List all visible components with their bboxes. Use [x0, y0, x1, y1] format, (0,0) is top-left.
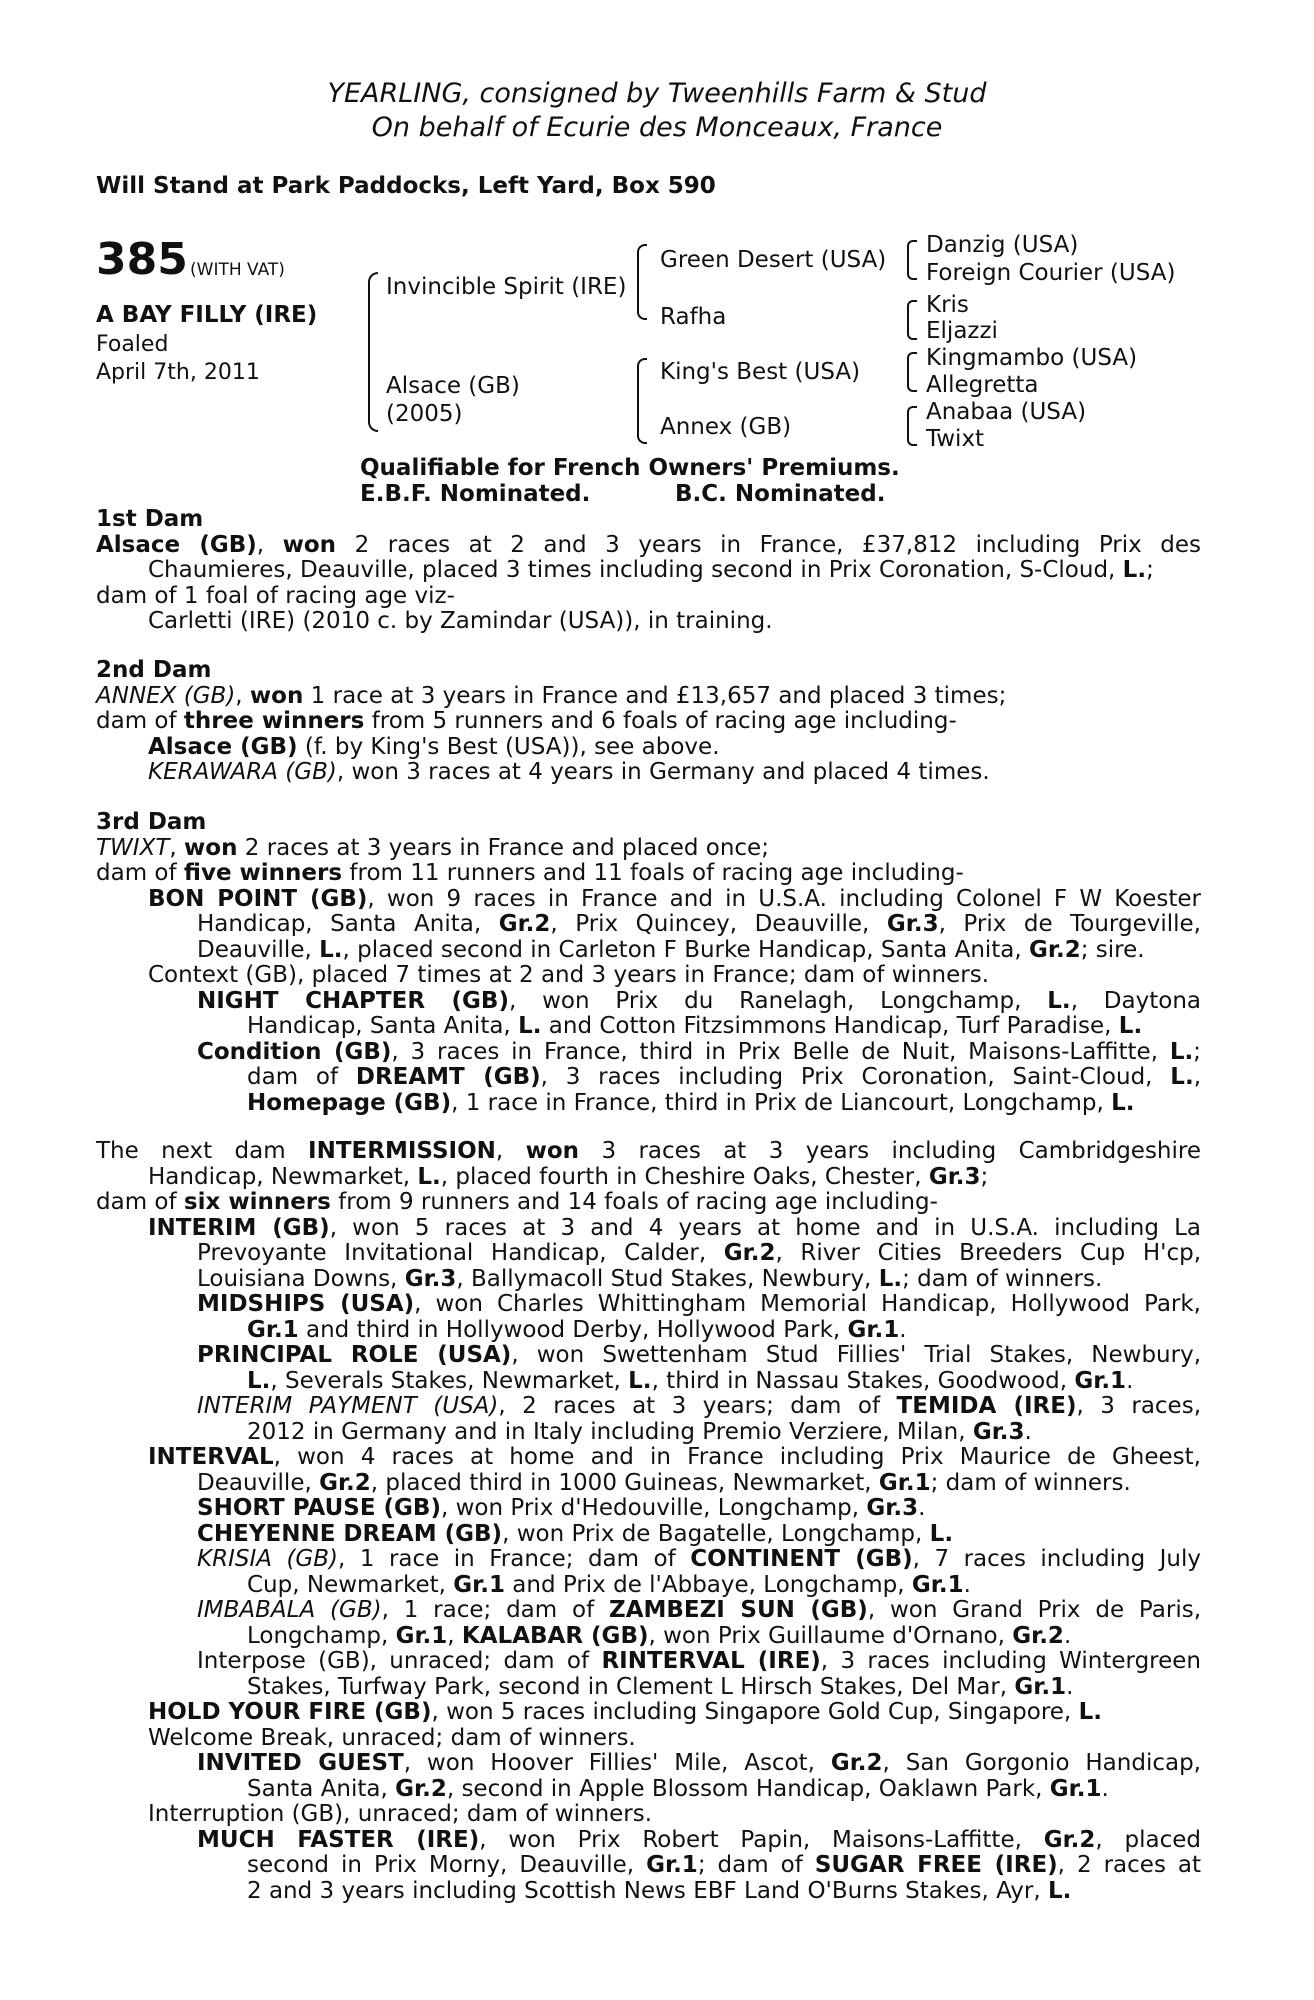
text: ;	[1146, 557, 1154, 583]
listed-label: L.	[518, 1013, 542, 1039]
grade-label: Gr.1	[247, 1316, 299, 1343]
winners-count: six winners	[183, 1189, 331, 1215]
text: , 3 races including Wintergreen	[820, 1648, 1201, 1674]
ped-dam: Alsace (GB)	[386, 373, 520, 399]
condition-line-1	[96, 1040, 1201, 1066]
grade-label: Gr.1	[878, 1469, 931, 1496]
brace-g34	[907, 300, 917, 340]
text: , 3 races,	[1076, 1393, 1202, 1419]
text: 1 race at 3 years in France and £13,657 and placed 3 times;	[310, 682, 1007, 709]
text: ;	[1193, 1038, 1202, 1065]
horse-name: ZAMBEZI SUN (GB)	[609, 1597, 868, 1623]
bon-point-line-3	[96, 938, 1201, 964]
text: , Daytona	[1070, 987, 1201, 1014]
lot-name: A BAY FILLY (IRE)	[96, 302, 318, 328]
text: second in Prix Morny, Deauville,	[247, 1852, 635, 1878]
foaled-label: Foaled	[96, 332, 169, 357]
text: , 2 races at	[1057, 1852, 1202, 1878]
text: , 7 races including July	[912, 1546, 1202, 1572]
text: , won Prix de Bagatelle, Longchamp,	[502, 1520, 923, 1547]
listed-label: L.	[878, 1265, 903, 1292]
text: , won 3 races at 4 years in Germany and placed 4 times.	[336, 759, 990, 785]
third-dam-line-2	[96, 861, 1201, 887]
night-chapter-line-2	[96, 1014, 1201, 1040]
text: Chaumieres, Deauville, placed 3 times including second in Prix Coronation, S-Cloud,	[148, 557, 1116, 583]
listed-label: L.	[1047, 987, 1071, 1014]
text: and third in Hollywood Derby, Hollywood Park,	[306, 1316, 841, 1343]
horse-name: INTERIM (GB)	[148, 1214, 330, 1241]
text: and Prix de l'Abbaye, Longchamp,	[512, 1571, 905, 1598]
second-dam-line-1: ANNEX (GB), won 1 race at 3 years in France and £13,657 and placed 3 times;	[96, 682, 1007, 709]
text: dam of	[96, 860, 177, 886]
ped-sire-dam: Rafha	[660, 304, 727, 330]
text: , won 5 races at 3 and 4 years at home and in U.S.A. including La	[329, 1214, 1202, 1241]
grade-label: Gr.3	[886, 911, 939, 937]
ped-dam-year: (2005)	[386, 401, 463, 427]
third-dam-line-1: TWIXT, won 2 races at 3 years in France and placed once;	[96, 834, 769, 861]
ped-g6: Allegretta	[926, 372, 1039, 398]
grade-label: Gr.2	[1029, 936, 1081, 963]
ped-sire: Invincible Spirit (IRE)	[386, 274, 627, 300]
bon-point-line-1	[96, 887, 1201, 913]
note-premiums: Qualifiable for French Owners' Premiums.	[360, 455, 900, 481]
text: , Severals Stakes, Newmarket,	[270, 1367, 621, 1394]
listed-label: L.	[247, 1367, 271, 1394]
invited-guest-line-2: Santa Anita, Gr.2, second in Apple Blossom Handicap, Oaklawn Park, Gr.1.	[247, 1775, 1109, 1802]
grade-label: Gr.2	[319, 1469, 371, 1496]
horse-name: KALABAR (GB)	[461, 1622, 649, 1649]
much-faster-line-1	[96, 1828, 1201, 1854]
grade-label: Gr.2	[395, 1775, 447, 1802]
ped-g4: Eljazzi	[926, 318, 998, 344]
ped-g2: Foreign Courier (USA)	[926, 260, 1176, 286]
interim-line-1	[96, 1216, 1201, 1242]
ped-g5: Kingmambo (USA)	[926, 345, 1138, 371]
text: Louisiana Downs,	[197, 1265, 398, 1292]
horse-name: NIGHT CHAPTER (GB)	[197, 987, 509, 1014]
text: 2 races at 2 and 3 years in France, £37,812 including Prix des	[354, 531, 1202, 558]
ped-g1: Danzig (USA)	[926, 232, 1079, 258]
horse-name: SUGAR FREE (IRE)	[814, 1852, 1058, 1878]
text: from 5 runners and 6 foals of racing age including-	[371, 708, 957, 734]
text: , San Gorgonio Handicap,	[882, 1750, 1201, 1776]
foaled-date: April 7th, 2011	[96, 360, 260, 385]
grade-label: Gr.1	[1014, 1673, 1067, 1700]
listed-label: L.	[1122, 557, 1147, 583]
third-dam-name: TWIXT	[96, 834, 170, 861]
first-dam-section	[96, 507, 1201, 635]
first-dam-line-3: dam of 1 foal of racing age viz-	[96, 582, 455, 609]
ped-dam-sire: King's Best (USA)	[660, 359, 861, 385]
text: (f. by King's Best (USA)), see above.	[304, 733, 720, 760]
won-label: won	[249, 682, 304, 709]
grade-label: Gr.1	[1049, 1775, 1102, 1802]
won-label: won	[184, 834, 238, 861]
next-dam-line-3	[96, 1190, 1201, 1216]
text: 2 races at 3 years in France and placed once;	[244, 834, 769, 861]
text: 2 and 3 years including Scottish News EBF Land O'Burns Stakes, Ayr,	[247, 1877, 1041, 1904]
next-dam-line-1: The next dam INTERMISSION, won 3 races at 3 years including Cambridgeshire	[96, 1138, 1202, 1164]
ped-g7: Anabaa (USA)	[926, 399, 1087, 425]
text: , won Grand Prix de Paris,	[867, 1597, 1202, 1623]
interim-payment-line-2: 2012 in Germany and in Italy including Premio Verziere, Milan, Gr.3.	[247, 1418, 1032, 1445]
grade-label: Gr.2	[723, 1240, 776, 1266]
text: , won Swettenham Stud Fillies' Trial Stakes, Newbury,	[511, 1342, 1201, 1368]
listed-label: L.	[1111, 1089, 1135, 1116]
text: , Prix Quincey, Deauville,	[550, 911, 870, 937]
grade-label: Gr.3	[972, 1418, 1025, 1445]
listed-label: L.	[929, 1520, 954, 1547]
text: 2012 in Germany and in Italy including Premio Verziere, Milan,	[247, 1418, 966, 1445]
text: Cup, Newmarket,	[247, 1571, 446, 1598]
much-faster-line-3	[96, 1879, 1201, 1905]
text: from 11 runners and 11 foals of racing age including-	[349, 860, 964, 886]
note-bc: B.C. Nominated.	[675, 481, 886, 507]
brace-g78	[907, 406, 917, 446]
text: , won Prix Guillaume d'Ornano,	[648, 1622, 1005, 1649]
text: 3 races at 3 years including Cambridgeshire	[601, 1138, 1202, 1164]
header-line-2: On behalf of Ecurie des Monceaux, France	[371, 112, 943, 143]
text: , won 5 races including Singapore Gold Cup, Singapore,	[431, 1699, 1072, 1725]
brace-dam	[637, 358, 647, 444]
text: , 3 races in France, third in Prix Belle de Nuit, Maisons-Laffitte,	[391, 1038, 1159, 1065]
grade-label: Gr.3	[928, 1163, 981, 1190]
listed-label: L.	[628, 1367, 652, 1394]
horse-name: Alsace (GB)	[148, 733, 298, 760]
text: dam of	[247, 1064, 339, 1090]
text: ; sire.	[1080, 936, 1145, 963]
interpose-line-1	[96, 1649, 1201, 1675]
principal-role-line-2: L., Severals Stakes, Newmarket, L., third in Nassau Stakes, Goodwood, Gr.1.	[247, 1367, 1134, 1394]
stand-location: Will Stand at Park Paddocks, Left Yard, Box 590	[96, 173, 716, 199]
horse-name: CONTINENT (GB)	[690, 1546, 913, 1572]
text: , placed	[1095, 1826, 1202, 1853]
horse-name: INTERIM PAYMENT (USA)	[197, 1393, 499, 1419]
imbabala-line-1	[96, 1598, 1201, 1624]
next-dam-name: INTERMISSION	[308, 1138, 496, 1164]
context-line: Context (GB), placed 7 times at 2 and 3 years in France; dam of winners.	[148, 962, 990, 988]
text: Deauville,	[197, 1469, 312, 1496]
first-dam-title: 1st Dam	[96, 506, 204, 532]
horse-name: MIDSHIPS (USA)	[197, 1291, 415, 1317]
listed-label: L.	[417, 1163, 441, 1190]
text: Deauville,	[197, 936, 312, 963]
text: The next dam	[96, 1138, 286, 1164]
cheyenne-dream-line	[96, 1522, 1201, 1548]
horse-name: KRISIA (GB)	[197, 1546, 339, 1572]
listed-label: L.	[1118, 1013, 1143, 1039]
lot-vat: (WITH VAT)	[190, 260, 285, 280]
homepage-line	[96, 1091, 1201, 1117]
horse-name: INVITED GUEST	[197, 1750, 404, 1776]
text: , 2 races at 3 years; dam of	[498, 1393, 881, 1419]
text: , River Cities Breeders Cup H'cp,	[775, 1240, 1202, 1266]
second-dam-section	[96, 658, 1201, 786]
second-dam-title: 2nd Dam	[96, 657, 212, 683]
short-pause-line: SHORT PAUSE (GB), won Prix d'Hedouville, Longchamp, Gr.3.	[197, 1495, 926, 1521]
grade-label: Gr.2	[1043, 1826, 1096, 1853]
interim-payment-line-1	[96, 1394, 1201, 1420]
horse-name: SHORT PAUSE (GB)	[197, 1495, 441, 1521]
midships-line-1	[96, 1292, 1201, 1318]
text: Longchamp,	[247, 1622, 389, 1649]
text: , placed fourth in Cheshire Oaks, Chester,	[440, 1163, 922, 1190]
grade-label: Gr.2	[498, 911, 551, 937]
interruption-line: Interruption (GB), unraced; dam of winners.	[148, 1801, 653, 1827]
imbabala-line-2: Longchamp, Gr.1, KALABAR (GB), won Prix Guillaume d'Ornano, Gr.2.	[247, 1622, 1072, 1649]
text: ,	[1193, 1064, 1202, 1090]
text: , Prix de Tourgeville,	[938, 911, 1201, 937]
text: , won 9 races in France and in U.S.A. including Colonel F W Koester	[367, 885, 1202, 912]
horse-name: MUCH FASTER (IRE)	[197, 1826, 480, 1853]
horse-name: RINTERVAL (IRE)	[601, 1648, 821, 1674]
text: , placed third in 1000 Guineas, Newmarket,	[370, 1469, 872, 1496]
horse-name: DREAMT (GB)	[355, 1064, 541, 1090]
night-chapter-line-1	[96, 989, 1201, 1015]
text: Stakes, Turfway Park, second in Clement L Hirsch Stakes, Del Mar,	[247, 1673, 1008, 1700]
listed-label: L.	[1078, 1699, 1102, 1725]
text: , won Prix d'Hedouville, Longchamp,	[440, 1495, 860, 1521]
grade-label: Gr.1	[453, 1571, 505, 1598]
first-dam-line-2	[96, 558, 1201, 584]
second-dam-line-2	[96, 709, 1201, 735]
text: ; dam of winners.	[902, 1265, 1103, 1292]
first-dam-line-4: Carletti (IRE) (2010 c. by Zamindar (USA)), in training.	[148, 608, 773, 634]
second-dam-line-4	[96, 760, 1201, 786]
hold-your-fire-line	[96, 1700, 1201, 1726]
text: , third in Nassau Stakes, Goodwood,	[651, 1367, 1068, 1394]
grade-label: Gr.1	[395, 1622, 448, 1649]
ped-sire-sire: Green Desert (USA)	[660, 247, 887, 273]
text: , placed second in Carleton F Burke Handicap, Santa Anita,	[342, 936, 1022, 963]
text: , 1 race in France, third in Prix de Liancourt, Longchamp,	[451, 1089, 1104, 1116]
won-label: won	[525, 1138, 580, 1164]
brace-gen1	[368, 272, 378, 432]
text: , won Prix du Ranelagh, Longchamp,	[508, 987, 1022, 1014]
text: , won Hoover Fillies' Mile, Ascot,	[403, 1750, 815, 1776]
text: Handicap, Santa Anita,	[197, 911, 482, 937]
text: Handicap, Newmarket,	[148, 1163, 411, 1190]
interval-line-2	[96, 1471, 1201, 1497]
grade-label: Gr.1	[847, 1316, 900, 1343]
listed-label: L.	[1048, 1877, 1072, 1904]
horse-name: BON POINT (GB)	[148, 885, 368, 912]
text: Santa Anita,	[247, 1775, 388, 1802]
text: Prevoyante Invitational Handicap, Calder,	[197, 1240, 707, 1266]
condition-line-2	[96, 1065, 1201, 1091]
grade-label: Gr.1	[1074, 1367, 1127, 1394]
horse-name: TEMIDA (IRE)	[896, 1393, 1077, 1419]
text: , won Charles Whittingham Memorial Handicap, Hollywood Park,	[414, 1291, 1201, 1317]
krisia-line-2: Cup, Newmarket, Gr.1 and Prix de l'Abbaye, Longchamp, Gr.1.	[247, 1571, 971, 1598]
brace-sire	[637, 244, 647, 320]
text: ; dam of winners.	[930, 1469, 1131, 1496]
krisia-line-1	[96, 1547, 1201, 1573]
text: , won 4 races at home and in France including Prix Maurice de Gheest,	[273, 1444, 1201, 1470]
horse-name: HOLD YOUR FIRE (GB)	[148, 1699, 432, 1725]
horse-name: KERAWARA (GB)	[148, 759, 337, 785]
text: Handicap, Santa Anita,	[247, 1013, 511, 1039]
text: , 1 race in France; dam of	[338, 1546, 676, 1572]
invited-guest-line-1	[96, 1751, 1201, 1777]
text: Interpose (GB), unraced; dam of	[197, 1648, 590, 1674]
note-ebf: E.B.F. Nominated.	[360, 481, 591, 507]
text: ; dam of	[697, 1852, 803, 1878]
horse-name: CHEYENNE DREAM (GB)	[197, 1520, 503, 1547]
first-dam-name: Alsace (GB)	[96, 531, 257, 558]
horse-name: IMBABALA (GB)	[197, 1597, 382, 1623]
text: , 3 races including Prix Coronation, Saint-Cloud,	[540, 1064, 1153, 1090]
bon-point-line-2	[96, 912, 1201, 938]
third-dam-title: 3rd Dam	[96, 809, 207, 835]
ped-g3: Kris	[926, 292, 969, 318]
text: dam of	[96, 708, 177, 734]
grade-label: Gr.3	[404, 1265, 457, 1292]
grade-label: Gr.1	[646, 1852, 698, 1878]
interpose-line-2: Stakes, Turfway Park, second in Clement L Hirsch Stakes, Del Mar, Gr.1.	[247, 1673, 1074, 1700]
principal-role-line-1	[96, 1343, 1201, 1369]
lot-number: 385	[96, 234, 188, 285]
horse-name: Homepage (GB)	[247, 1089, 452, 1116]
text: , 1 race; dam of	[381, 1597, 595, 1623]
won-label: won	[282, 531, 337, 558]
grade-label: Gr.1	[911, 1571, 964, 1598]
second-dam-line-3	[96, 735, 1201, 761]
brace-g12	[907, 240, 917, 280]
grade-label: Gr.2	[830, 1750, 883, 1776]
interval-line-1	[96, 1445, 1201, 1471]
grade-label: Gr.2	[1012, 1622, 1064, 1649]
brace-g56	[907, 352, 917, 392]
first-dam-line-1: Alsace (GB), won 2 races at 2 and 3 years in France, £37,812 including Prix des	[96, 531, 1202, 558]
winners-count: three winners	[183, 708, 365, 734]
interim-line-3	[96, 1267, 1201, 1293]
third-dam-section	[96, 810, 1201, 1116]
welcome-break-line: Welcome Break, unraced; dam of winners.	[148, 1724, 636, 1751]
listed-label: L.	[319, 936, 343, 963]
text: , second in Apple Blossom Handicap, Oaklawn Park,	[446, 1775, 1043, 1802]
text: , Ballymacoll Stud Stakes, Newbury,	[456, 1265, 872, 1292]
horse-name: Condition (GB)	[197, 1038, 392, 1065]
header-line-1: YEARLING, consigned by Tweenhills Farm & Stud	[327, 78, 987, 109]
midships-line-2: Gr.1 and third in Hollywood Derby, Hollywood Park, Gr.1.	[247, 1316, 907, 1343]
next-dam-section	[96, 1139, 1201, 1904]
much-faster-line-2	[96, 1853, 1201, 1879]
horse-name: PRINCIPAL ROLE (USA)	[197, 1342, 512, 1368]
listed-label: L.	[1169, 1038, 1194, 1065]
next-dam-line-2: Handicap, Newmarket, L., placed fourth in Cheshire Oaks, Chester, Gr.3;	[148, 1163, 989, 1190]
text: dam of	[96, 1189, 177, 1215]
winners-count: five winners	[183, 860, 343, 886]
horse-name: INTERVAL	[148, 1444, 274, 1470]
text: , won Prix Robert Papin, Maisons-Laffitte,	[479, 1826, 1022, 1853]
second-dam-name: ANNEX (GB)	[96, 682, 236, 709]
text: from 9 runners and 14 foals of racing age including-	[338, 1189, 938, 1215]
interim-line-2	[96, 1241, 1201, 1267]
listed-label: L.	[1170, 1064, 1194, 1090]
grade-label: Gr.3	[866, 1495, 919, 1521]
ped-dam-dam: Annex (GB)	[660, 414, 792, 440]
ped-g8: Twixt	[926, 426, 985, 452]
text: and Cotton Fitzsimmons Handicap, Turf Paradise,	[548, 1013, 1112, 1039]
